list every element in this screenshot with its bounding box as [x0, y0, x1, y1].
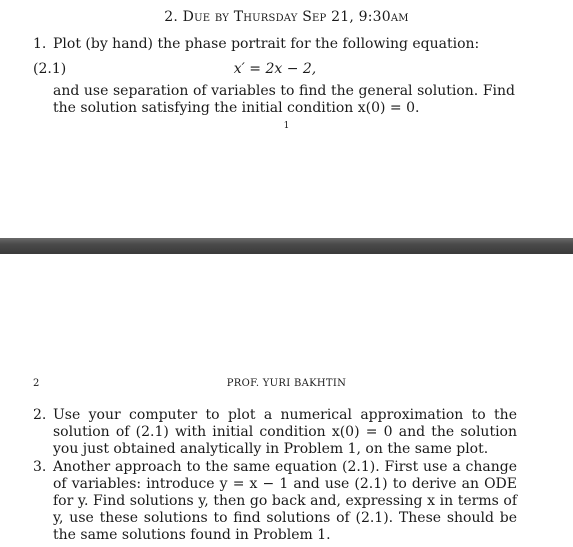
section-heading-number: 2.: [164, 9, 179, 25]
problem-2-text: Use your computer to plot a numerical approximation to the solution of (2.1) with initial condition x(0) = 0 and the solution you just obtained analytically in Problem 1, on the same plot.: [53, 407, 517, 458]
problem-2-number: 2.: [33, 407, 47, 423]
equation-label: (2.1): [33, 61, 67, 77]
running-header: PROF. YURI BAKHTIN: [226, 378, 347, 389]
problem-3-number: 3.: [33, 458, 47, 475]
page-separator: [0, 238, 573, 254]
problem-3: [33, 459, 517, 545]
problem-1-number: 1.: [33, 36, 47, 52]
problem-1-continuation: and use separation of variables to find the general solution. Find the solution satisfying the initial condition x(0) = 0.: [53, 83, 515, 116]
problem-list: [33, 407, 517, 545]
problem-3-text: Another approach to the same equation (2.1). First use a change of variables: introduce y = x − 1 and use (2.1) to derive an ODE for y. Find solutions y, then go back and, expressing x in terms of y, use these solutions to find solutions of (2.1). These should be the same solutions found in Problem 1.: [53, 458, 517, 544]
section-heading-title: Due by Thursday Sep 21, 9:30am: [182, 9, 409, 25]
problem-1-text: Plot (by hand) the phase portrait for the following equation:: [53, 36, 480, 52]
page-number-1: 1: [283, 121, 290, 131]
equation: x′ = 2x − 2,: [233, 61, 317, 77]
equation-row: [33, 61, 517, 78]
problem-2: [33, 407, 517, 459]
page-one: [0, 0, 573, 238]
problem-1: [33, 36, 517, 53]
section-heading: [0, 9, 573, 25]
page-number-2: 2: [33, 378, 40, 389]
